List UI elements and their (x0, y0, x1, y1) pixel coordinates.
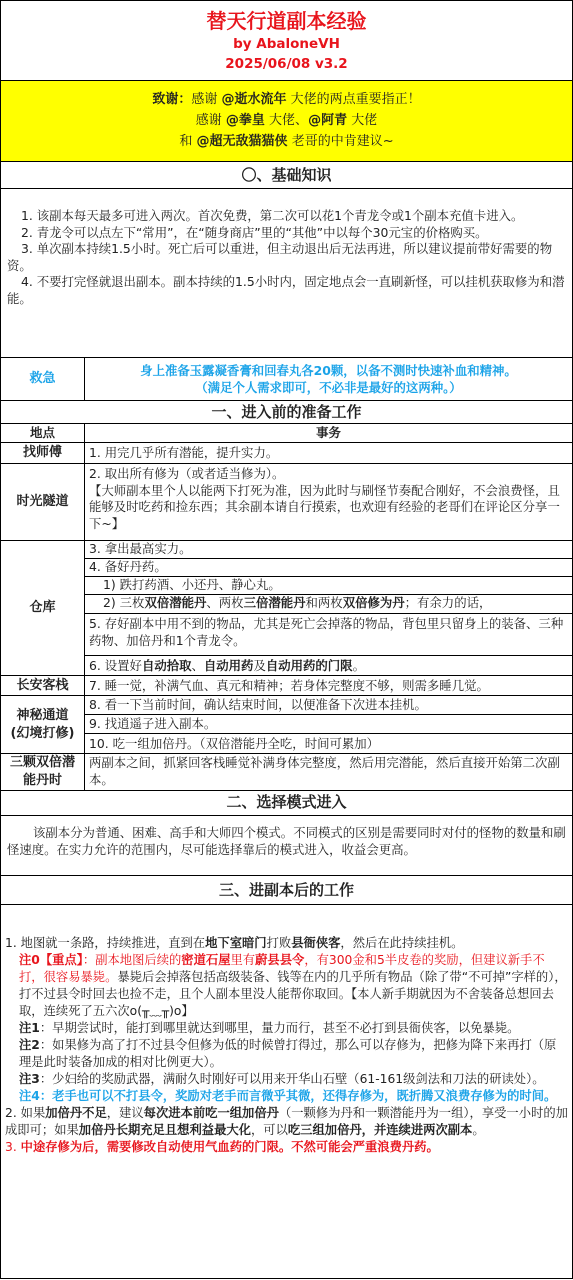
mode-section: 该副本分为普通、困难、高手和大师四个模式。不同模式的区别是需要同时对付的怪物的数量和刷怪速度。在实力允许的范围内，尽可能选择靠后的模式进入，收益会更高。 (1, 816, 572, 876)
emergency-label: 救急 (1, 358, 85, 400)
note-label: 注2 (19, 1038, 40, 1052)
note-1 (5, 1020, 568, 1037)
note-label: 注0【重点】 (19, 953, 83, 967)
step-1 (5, 935, 568, 952)
pill-name: 双倍潜能丹 (144, 595, 207, 610)
section-1-heading: 一、进入前的准备工作 (1, 401, 572, 424)
text: ；有余力的话， (404, 595, 492, 610)
keyword: 地下室暗门 (205, 936, 267, 950)
task-2 (85, 464, 572, 541)
text: 暴毙后会掉落包括高级装备、钱等在内的几乎所有物品（除了带“不可掉”字样的），打不过县令时回去也捡不走，且个人副本里没人能帮你取回。【本人新手期就因为不舍装备总想回去取，连续死了五六次o(╥﹏╥)o】 (19, 970, 567, 1018)
keyword: 县衙侠客 (291, 936, 341, 950)
page-title: 替天行道副本经验 (206, 9, 367, 33)
location-triple-pill: 三颗双倍潜能丹时 (1, 754, 85, 790)
step-2 (5, 1105, 568, 1139)
thanks-text: 大佬、 (264, 113, 309, 128)
text: ，可以 (250, 1123, 288, 1137)
text: 、 (191, 658, 204, 673)
pill-name: 双倍修为丹 (342, 595, 405, 610)
basics-section (1, 189, 572, 358)
thanks-text: 和 (179, 134, 197, 149)
note-0 (5, 952, 568, 1020)
task-10: 10. 吃一组加倍丹。（双倍潜能丹全吃，时间可累加） (85, 734, 572, 754)
author: by AbaloneVH (233, 36, 340, 52)
text: ：副本地图后续的 (82, 953, 182, 967)
task-4a: 1) 跌打药酒、小还丹、静心丸。 (85, 577, 572, 595)
task-6 (85, 656, 572, 676)
text: ：早期尝试时，能打到哪里就达到哪里，量力而行，甚至不必打到县衙侠客，以免暴毙。 (39, 1021, 520, 1035)
text: 3. (5, 1140, 21, 1154)
task-7: 7. 睡一觉，补满气血、真元和精神；若身体完整度不够，则需多睡几觉。 (85, 676, 572, 696)
task-8: 8. 看一下当前时间，确认结束时间，以便准备下次进本挂机。 (85, 696, 572, 715)
text: 2) 三枚 (103, 595, 145, 610)
mention: @超无敌猫猫侠 (196, 134, 288, 149)
setting-name: 自动用药 (203, 658, 254, 673)
thanks-line-1 (1, 89, 572, 110)
thanks-text: 老哥的中肯建议~ (287, 134, 394, 149)
thanks-line-2 (1, 110, 572, 131)
text: 1. 地图就一条路，持续推进，直到在 (5, 936, 206, 950)
text: 2. 如果 (5, 1106, 46, 1120)
task-1: 1. 用完几乎所有潜能，提升实力。 (85, 443, 572, 464)
text: （一颗修为丹和一颗潜能丹为一组），享受一小时的加成即可；如果 (5, 1106, 568, 1137)
location-master: 找师傅 (1, 443, 85, 464)
text: ，然后在此持续挂机。 (340, 936, 464, 950)
table-header-task: 事务 (85, 424, 572, 443)
text: 、两枚 (206, 595, 244, 610)
text: 。 (352, 658, 365, 673)
note-label: 注3 (19, 1072, 40, 1086)
acknowledgements (1, 81, 572, 162)
section-3-heading: 三、进副本后的工作 (218, 881, 354, 899)
keyword: 吃三组加倍丹，并连续进两次副本 (287, 1123, 473, 1137)
emergency-row (1, 358, 572, 401)
text: ，有300金和5半皮卷的奖励，但建议新手不打，很容易暴毙。 (19, 953, 545, 984)
header (1, 1, 572, 81)
text: 。 (472, 1123, 485, 1137)
setting-name: 自动用药的门限 (265, 658, 353, 673)
basics-item: 1. 该副本每天最多可进入两次。首次免费，第二次可以花1个青龙令或1个副本充值卡进入。 (21, 208, 524, 223)
text: 和两枚 (305, 595, 343, 610)
thanks-text: 感谢 (191, 92, 222, 107)
step-3 (5, 1139, 568, 1156)
note-2 (5, 1037, 568, 1071)
in-dungeon-section (1, 904, 572, 1280)
task-11: 两副本之间，抓紧回客栈睡觉补满身体完整度，然后用完潜能，然后直接开始第二次副本。 (89, 755, 560, 787)
text: 里有 (230, 953, 256, 967)
task-5: 5. 存好副本中用不到的物品，尤其是死亡会掉落的物品，背包里只留身上的装备、三种药物、加倍丹和1个青龙令。 (85, 614, 572, 656)
keyword: 加倍丹不足 (45, 1106, 107, 1120)
thanks-line-3 (1, 131, 572, 152)
task-9: 9. 找逍遥子进入副本。 (85, 715, 572, 734)
text: 6. 设置好 (89, 658, 142, 673)
version-date: 2025/06/08 v3.2 (225, 56, 348, 72)
note-3 (5, 1071, 568, 1088)
location-mystic-passage: 神秘通道 (幻境打修) (1, 696, 85, 754)
keyword: 每次进本前吃一组加倍丹 (143, 1106, 279, 1120)
note-label: 注1 (19, 1021, 40, 1035)
location-time-tunnel: 时光隧道 (1, 464, 85, 541)
task-3: 3. 拿出最高实力。 (85, 541, 572, 559)
basics-item: 2. 青龙令可以点左下“常用”，在“随身商店”里的“其他”中以每个30元宝的价格购买。 (21, 224, 488, 240)
thanks-label: 致谢： (152, 92, 192, 107)
emergency-text (85, 358, 572, 396)
text: 及 (253, 658, 266, 673)
text: 打败 (266, 936, 292, 950)
task-2-title: 2. 取出所有修为（或者适当修为）。 (89, 466, 285, 481)
emergency-line: 身上准备玉露凝香膏和回春丸各20颗，以备不测时快速补血和精神。 (140, 363, 517, 378)
text: ：如果修为高了打不过县令但修为低的时候曾打得过，那么可以存修为，把修为降下来再打（原理是此时装备加成的相对比例更大）。 (19, 1038, 557, 1069)
location-inn: 长安客栈 (1, 676, 85, 696)
mention: @逝水流年 (221, 92, 287, 107)
thanks-text: 大佬 (347, 113, 378, 128)
task-4: 4. 备好丹药。 (85, 559, 572, 577)
note-4: 注4：老手也可以不打县令，奖励对老手而言微乎其微，还得存修为，既折腾又浪费存修为的时间。 (19, 1089, 557, 1103)
pill-name: 三倍潜能丹 (243, 595, 306, 610)
section-0-heading: 〇、基础知识 (1, 162, 572, 189)
task-2-note: 【大师副本里个人以能两下打死为准，因为此时与刷怪节奏配合刚好，不会浪费怪，且能够及时吃药和捡东西；其余副本请自行摸索，也欢迎有经验的老哥们在评论区分享一下~】 (89, 482, 560, 531)
emergency-line: （满足个人需求即可，不必非是最好的这两种。） (195, 380, 462, 395)
text: ，建议 (106, 1106, 144, 1120)
basics-item: 3. 单次副本持续1.5小时。死亡后可以重进，但主动退出后无法再进，所以建议提前带好需要的物资。 (7, 241, 553, 273)
section-2-heading: 二、选择模式进入 (1, 791, 572, 816)
keyword: 加倍丹长期充足且想利益最大化 (78, 1123, 251, 1137)
mention: @拳皇 (225, 113, 265, 128)
warning: 中途存修为后，需要修改自动使用气血药的门限。不然可能会严重浪费丹药。 (20, 1140, 439, 1154)
location-warehouse: 仓库 (1, 541, 85, 676)
mention: @阿青 (308, 113, 348, 128)
prep-table (1, 424, 572, 791)
keyword: 密道石屋 (181, 953, 231, 967)
text: ：少妇给的奖励武器，满耐久时刚好可以用来开华山石壁（61-161级剑法和刀法的研读处）。 (39, 1072, 545, 1086)
basics-item: 4. 不要打完怪就退出副本。副本持续的1.5小时内，固定地点会一直刷新怪，可以挂机获取修为和潜能。 (7, 274, 565, 306)
task-4b (85, 595, 572, 614)
keyword: 蔚县县令 (255, 953, 305, 967)
thanks-text: 感谢 (195, 113, 226, 128)
table-header-location: 地点 (1, 424, 85, 443)
setting-name: 自动拾取 (141, 658, 192, 673)
thanks-text: 大佬的两点重要指正！ (286, 92, 421, 107)
